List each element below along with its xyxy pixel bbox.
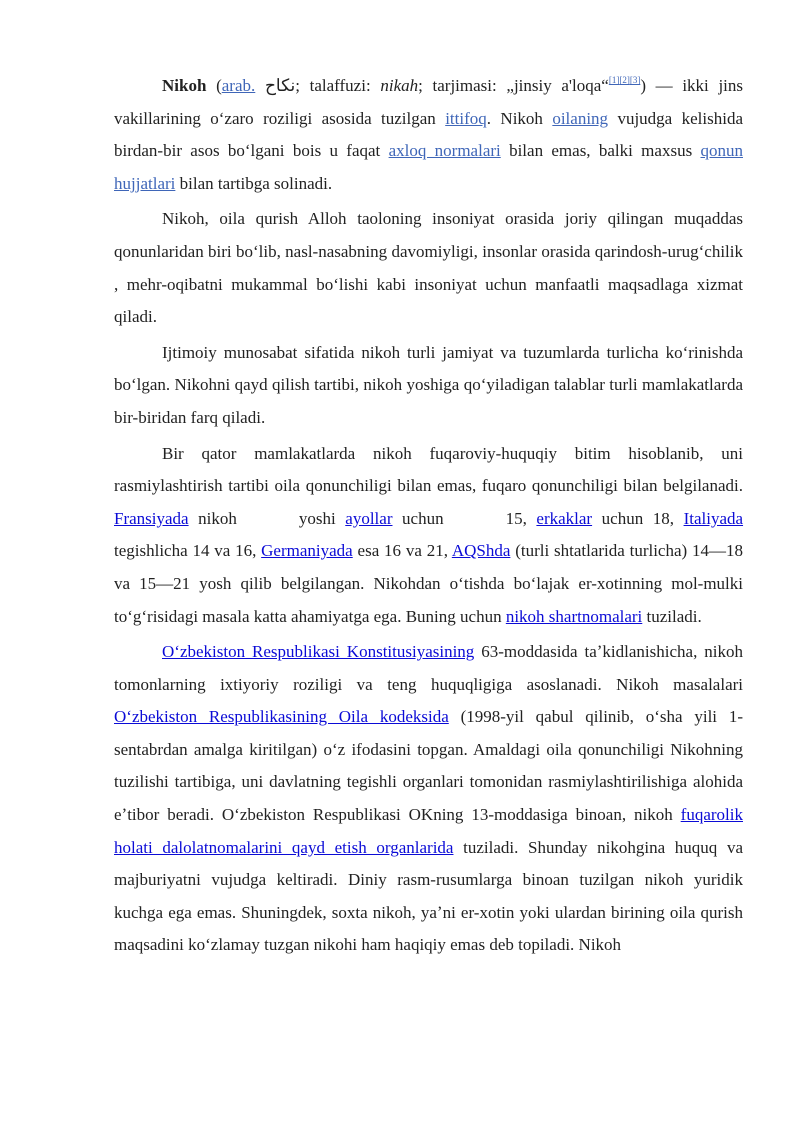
link-arab[interactable]: arab. bbox=[221, 76, 256, 95]
text: nikoh bbox=[188, 508, 237, 528]
text: tuziladi. bbox=[642, 606, 702, 626]
link-fransiyada[interactable]: Fransiyada bbox=[114, 508, 189, 528]
link-oilaning[interactable]: oilaning bbox=[552, 108, 609, 128]
text: uchun 18, bbox=[592, 508, 684, 528]
link-konstitusiya[interactable]: Oʻzbekiston Respublikasi Konstitusiyasining bbox=[162, 642, 475, 662]
text: uchun bbox=[392, 508, 444, 528]
references bbox=[609, 75, 641, 85]
paragraph-nikoh-definition bbox=[114, 70, 743, 200]
link-italiyada[interactable]: Italiyada bbox=[683, 508, 744, 528]
text: bilan emas, balki maxsus bbox=[500, 141, 701, 161]
pronunciation: nikah bbox=[380, 76, 419, 95]
term-nikoh: Nikoh bbox=[162, 76, 207, 95]
text: 63-moddasida taʼkidlanishicha, nikoh tomonlarning ixtiyoriy roziligi va teng huquqligiga asoslanadi. Nikoh masalalari bbox=[114, 642, 743, 694]
text: tegishlicha 14 va 16, bbox=[114, 541, 262, 561]
text: 15, bbox=[505, 508, 537, 528]
text: . Nikoh bbox=[486, 108, 553, 128]
text: ; tarjimasi: „jinsiy a'loqa“ bbox=[418, 76, 609, 95]
link-oila-kodeksi[interactable]: Oʻzbekiston Respublikasining Oila kodeksida bbox=[114, 707, 449, 727]
ref-link-3[interactable]: [3] bbox=[629, 75, 641, 85]
text: (1998-yil qabul qilinib, oʻsha yili 1-sentabrdan amalga kiritilgan) oʻz ifodasini topgan. Amaldagi oila qonunchiligi Nikohning tuzilishi tartibiga, uni davlatning tegishli organlari tomonidan rasmiylashtirilishiga alohida eʼtibor beradi. Oʻzbekiston Respublikasi OKning 13-moddasiga binoan, nikoh bbox=[114, 707, 743, 825]
link-ittifoq[interactable]: ittifoq bbox=[445, 108, 487, 128]
ref-link-1[interactable]: [1] bbox=[608, 75, 620, 85]
text: tuziladi. Shunday nikohgina huquq va majburiyatni vujudga keltiradi. Diniy rasm-rusumlarga binoan tuzilgan nikoh yuridik kuchga ega emas. Shuningdek, soxta nikoh, yaʼni er-xotin yoki ulardan birining oila qurish maqsadini koʻzlamay tuzgan nikohi ham haqiqiy emas deb topiladi. Nikoh bbox=[114, 837, 743, 955]
paragraph-nikoh-social: Ijtimoiy munosabat sifatida nikoh turli jamiyat va tuzumlarda turlicha koʻrinishda boʻlgan. Nikohni qayd qilish tartibi, nikoh yoshiga qoʻyiladigan talablar turli mamlakatlarda bir-biridan farq qiladi. bbox=[114, 342, 743, 427]
link-fhdyo-organlari[interactable]: fuqarolik holati dalolatnomalarini qayd etish organlarida bbox=[114, 805, 743, 857]
text: ) — ikki jins vakillarining oʻzaro roziligi asosida tuzilgan bbox=[114, 76, 744, 128]
paragraph-nikoh-purpose: Nikoh, oila qurish Alloh taoloning insoniyat orasida joriy qilingan muqaddas qonunlaridan biri boʻlib, nasl-nasabning davomiyligi, insonlar orasida qarindosh-urugʻchilik , mehr-oqibatni mukammal boʻlishi kabi insoniyat uchun manfaatli maqsadlaga xizmat qiladi. bbox=[114, 209, 743, 327]
link-qonun-hujjatlari[interactable]: qonun hujjatlari bbox=[114, 141, 743, 193]
text: yoshi bbox=[298, 508, 346, 528]
link-axloq-normalari[interactable]: axloq normalari bbox=[388, 141, 501, 161]
link-nikoh-shartnomalari[interactable]: nikoh shartnomalari bbox=[505, 606, 643, 626]
link-ayollar[interactable]: ayollar bbox=[345, 508, 393, 528]
text: نكاح; talaffuzi: bbox=[255, 76, 381, 95]
text: bilan tartibga solinadi. bbox=[175, 173, 333, 193]
paragraph-uzbekistan-law bbox=[114, 636, 743, 962]
text: (turli shtatlarida turlicha) 14—18 va 15—21 yosh qilib belgilangan. Nikohdan oʻtishda boʻlajak er-xotinning mol-mulki toʻgʻrisidagi masala katta ahamiyatga ega. Buning uchun bbox=[114, 541, 743, 626]
text: esa 16 va 21, bbox=[352, 541, 452, 561]
text: ( bbox=[206, 76, 222, 95]
ref-link-2[interactable]: [2] bbox=[619, 75, 630, 85]
link-germaniyada[interactable]: Germaniyada bbox=[261, 541, 353, 561]
link-aqshda[interactable]: AQShda bbox=[451, 541, 511, 561]
text: Bir qator mamlakatlarda nikoh fuqaroviy-huquqiy bitim hisoblanib, uni rasmiylashtirish tartibi oila qonunchiligi bilan emas, fuqaro qonunchiligi bilan belgilanadi. bbox=[114, 443, 743, 496]
paragraph-nikoh-countries bbox=[114, 438, 743, 634]
text: vujudga kelishida birdan-bir asos boʻlgani bois u faqat bbox=[114, 108, 743, 161]
link-erkaklar[interactable]: erkaklar bbox=[536, 508, 593, 528]
